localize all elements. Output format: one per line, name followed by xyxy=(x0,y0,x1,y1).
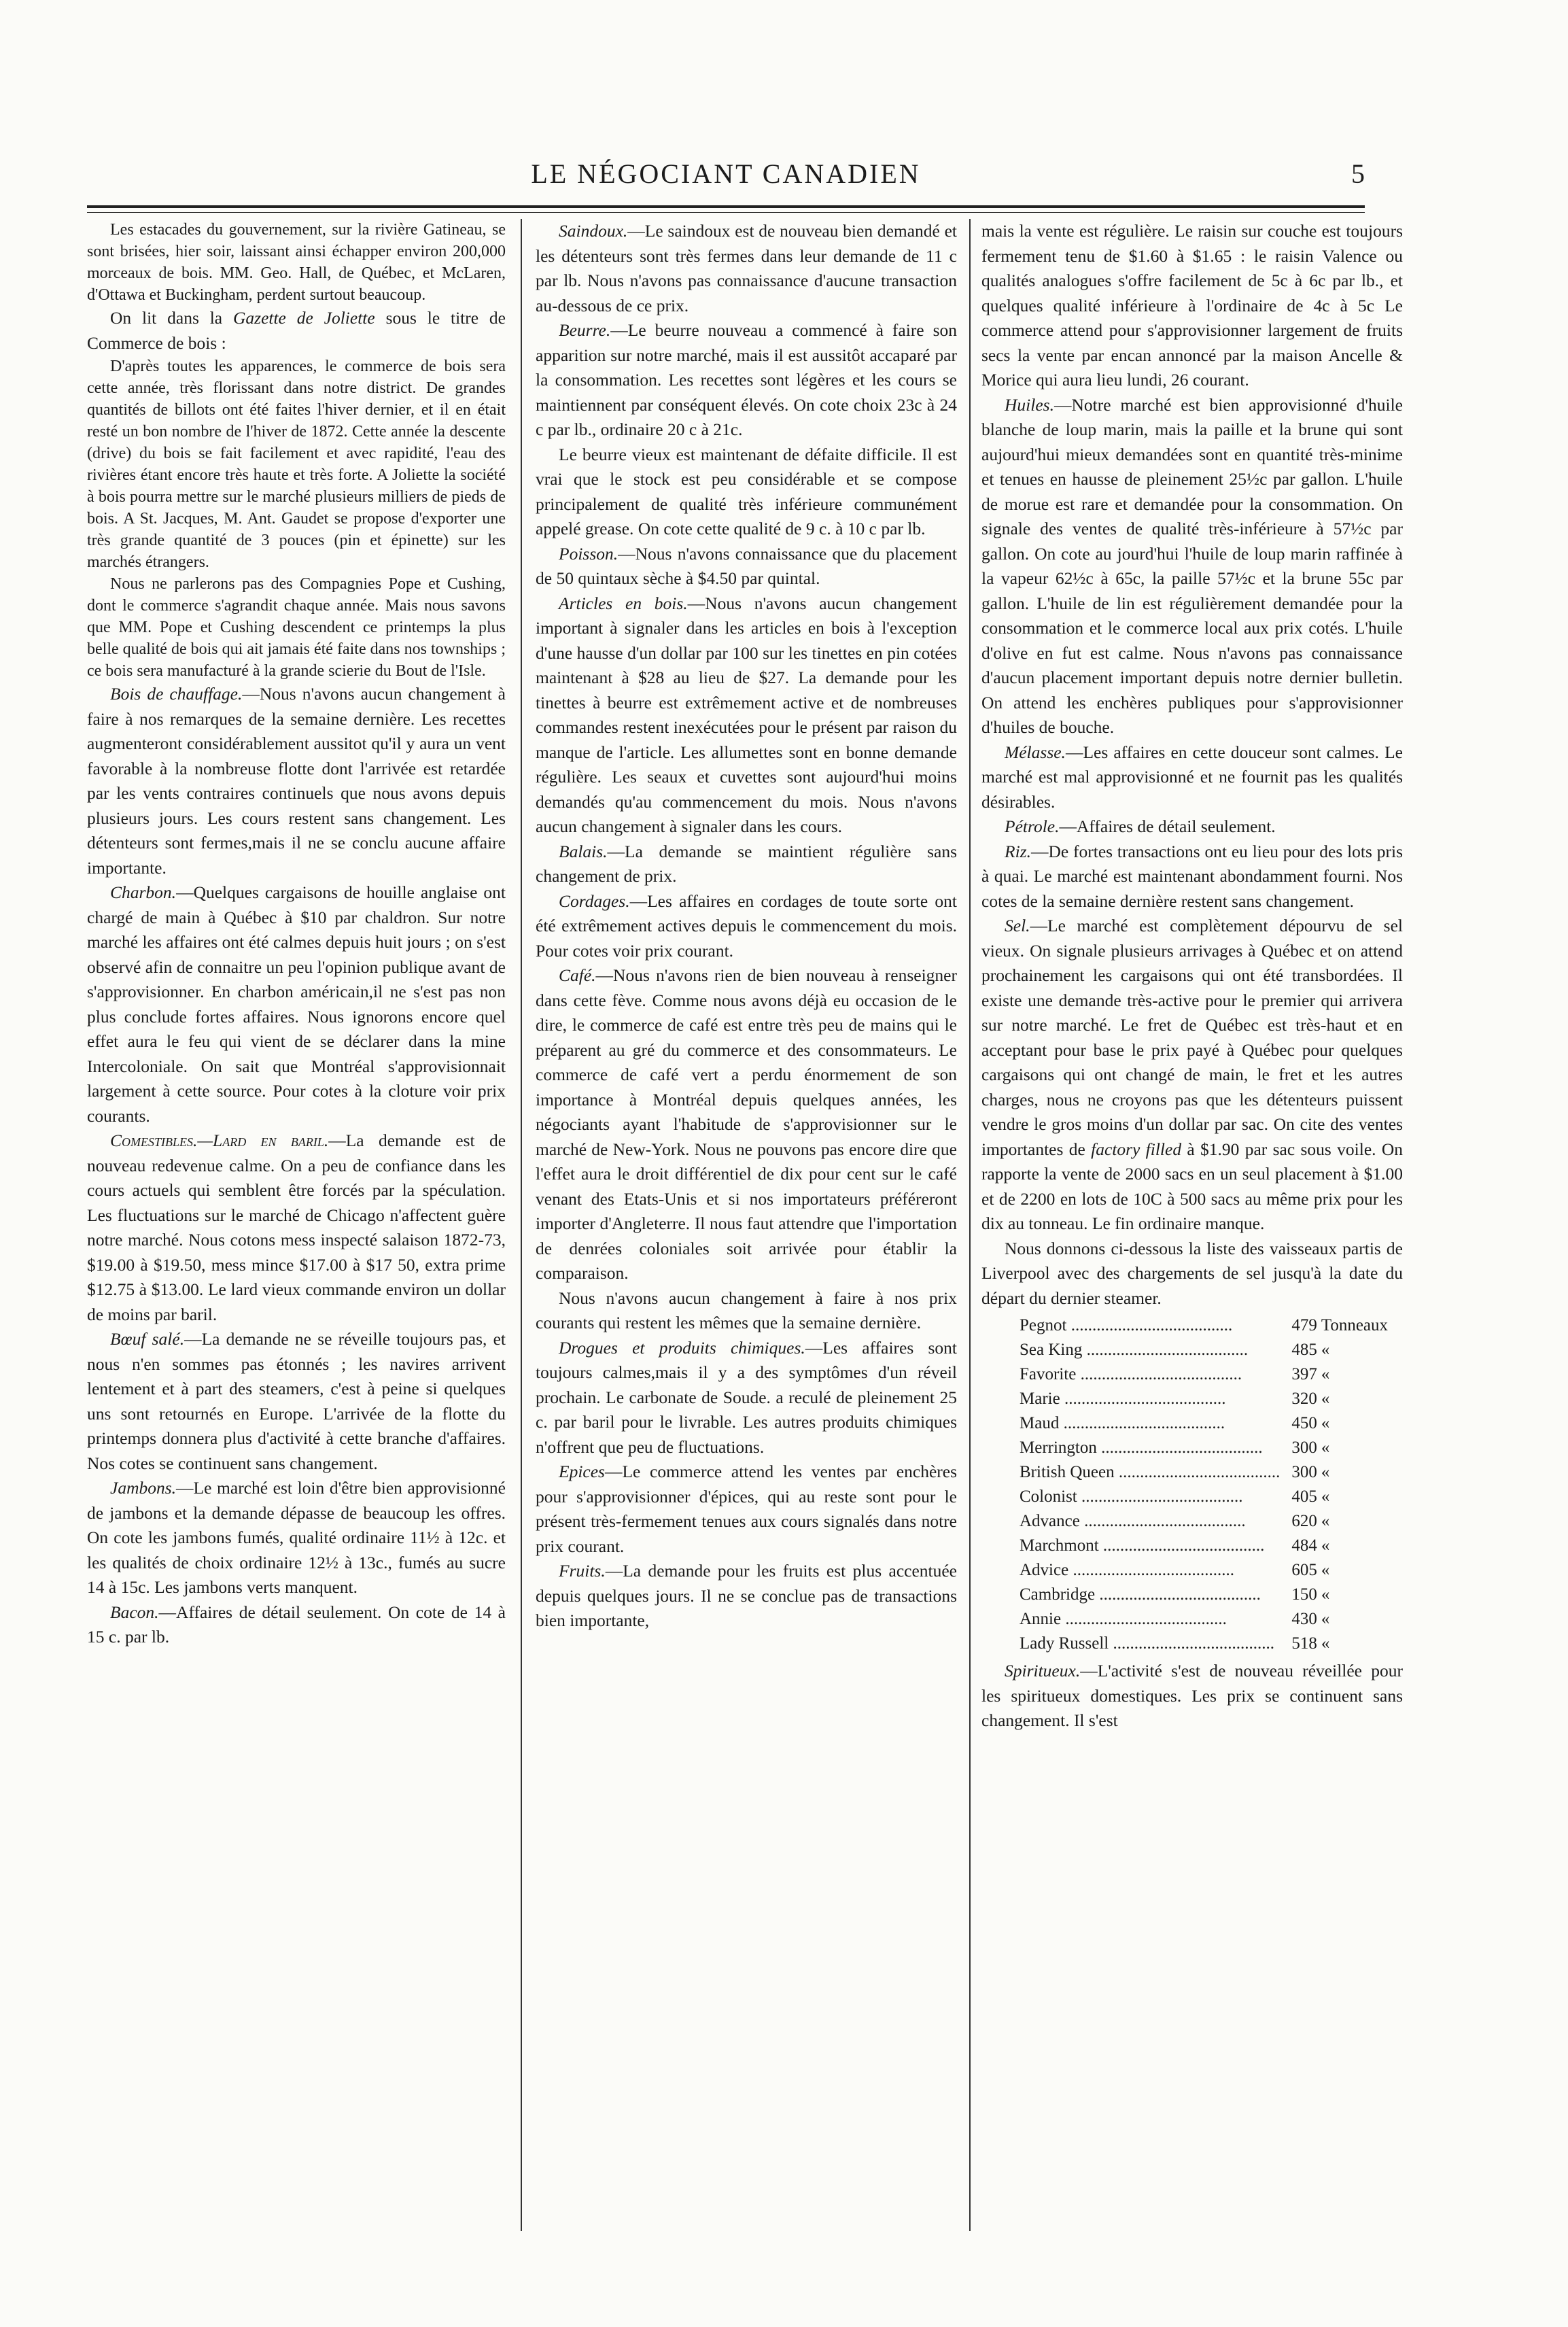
section-text: —L'activité s'est de nouveau réveillée pour les spiritueux domestiques. Les prix se continuent sans changement. Il s'est xyxy=(981,1661,1403,1730)
section-text: —Nous n'avons aucun changement à faire à nos remarques de la semaine dernière. Les recettes augmenteront considérablement aussitot qu'il y aura un vent favorable à la nombreuse flotte dont l'arrivée est retardée par les vents contraires continuels que nous avons depuis plusieurs jours. Les cours restent sans changement. Les détenteurs sont fermes,mais il ne se conclu aucune affaire importante. xyxy=(87,684,506,878)
quoted-paragraph: D'après toutes les apparences, le commerce de bois sera cette année, très florissant dans notre district. De grandes quantités de billots ont été faites l'hiver dernier, et il en était resté un bon nombre de l'hiver de 1872. Cette année la descente (drive) du bois se fait facilement et avec rapidité, l'eau des rivières étant encore très haute et très forte. A Joliette la société à bois pourra mettre sur le marché plusieurs milliers de pieds de bois. A St. Jacques, M. Ant. Gaudet se propose d'exporter une très grande quantité de 3 pouces (pin et épinette) sur les marchés étrangers. xyxy=(87,358,506,571)
section-petrole xyxy=(981,814,1403,840)
section-riz xyxy=(981,840,1403,914)
table-row xyxy=(1020,1558,1403,1583)
section-text: —Nous n'avons connaissance que du placement de 50 quintaux sèche à $4.50 par quintal. xyxy=(536,543,957,588)
section-saindoux xyxy=(536,219,957,318)
section-text: —Nous n'avons rien de bien nouveau à renseigner dans cette fève. Comme nous avons déjà eu occasion de le dire, le commerce de café est entre très peu de mains qui le préparent au gré du commerce et des consommateurs. Le commerce de café vert a perdu énormement de son importance à Montréal depuis quelques années, les négociants ayant l'habitude de s'approvisionner sur le marché de New-York. Nous ne pouvons pas encore dire que l'effet aura le droit différentiel de dix pour cent sur le café venant des Etats-Unis et si nos importateurs préféreront importer d'Angleterre. Il nous faut attendre que l'importation de denrées coloniales soit arrivée pour établir la comparaison. xyxy=(536,965,957,1283)
section-title: Sel. xyxy=(1005,916,1030,935)
table-row xyxy=(1020,1607,1403,1632)
ship-quantity: 518 xyxy=(1291,1634,1317,1653)
ship-name: Cambridge ..... xyxy=(1020,1583,1284,1607)
column-1 xyxy=(87,219,506,2265)
section-title: Articles en bois. xyxy=(559,593,688,613)
ship-name: Colonist ..... xyxy=(1020,1485,1284,1509)
ship-unit: Tonneaux xyxy=(1321,1316,1389,1334)
section-title: Epices xyxy=(559,1462,605,1481)
ship-name: Advice ..... xyxy=(1020,1558,1284,1583)
ship-quantity: 300 xyxy=(1291,1463,1317,1481)
section-bois xyxy=(87,682,506,880)
ship-quantity: 485 xyxy=(1291,1341,1317,1359)
section-text: —La demande est de nouveau redevenue calme. On a peu de confiance dans les cours actuels qui semblent être forcés par la spéculation. Les fluctuations sur le marché de Chicago n'affectent guère notre marché. Nous cotons mess inspecté salaison 1872-73, $19.00 à $19.50, mess mince $17.00 à $17 50, extra prime $12.75 à $13.00. Le lard vieux commande environ un dollar de moins par baril. xyxy=(87,1131,506,1324)
section-fruits xyxy=(536,1559,957,1634)
ship-name: Maud ..... xyxy=(1020,1411,1284,1436)
column-divider xyxy=(969,219,971,2231)
ship-quantity: 320 xyxy=(1291,1390,1317,1408)
paragraph: Nous donnons ci-dessous la liste des vaisseaux partis de Liverpool avec des chargements de sel jusqu'à la date du départ du dernier steamer. xyxy=(981,1238,1403,1308)
quoted-paragraph: Nous ne parlerons pas des Compagnies Pope et Cushing, dont le commerce s'agrandit chaque année. Mais nous savons que MM. Pope et Cushing descendent ce printemps la plus belle qualité de bois qui ait jamais été faite dans nos townships ; ce bois sera manufacturé à la grande scierie du Bout de l'Isle. xyxy=(87,575,506,680)
section-title: Fruits. xyxy=(559,1561,606,1581)
table-row xyxy=(1020,1338,1403,1362)
section-bacon xyxy=(87,1600,506,1650)
table-row xyxy=(1020,1509,1403,1534)
paragraph: Le beurre vieux est maintenant de défaite difficile. Il est vrai que le stock est peu considérable et se compose principalement de qualité très inférieure communément appelé grease. On cote cette qualité de 9 c. à 10 c par lb. xyxy=(536,444,957,538)
table-row xyxy=(1020,1313,1403,1338)
section-title: Balais. xyxy=(559,841,608,861)
column-2 xyxy=(536,219,957,2265)
section-text: —Affaires de détail seulement. xyxy=(1059,816,1276,836)
section-title: Charbon. xyxy=(110,882,177,902)
section-text: —Quelques cargaisons de houille anglaise ont chargé de main à Québec à $10 par chaldron. Sur notre marché les affaires ont été calmes depuis huit jours ; on s'est observé afin de connaitre un peu l'opinion publique avant de s'approvisionner. En charbon américain,il ne s'est pas non plus conclude fortes affaires. Nous ignorons encore quel effet aura le feu qui vient de se déclarer dans la mine Intercoloniale. On sait que Montréal s'approvisionnait largement à cette source. Pour cotes à la cloture voir prix courants. xyxy=(87,882,506,1126)
section-articles xyxy=(536,591,957,840)
page-header xyxy=(87,155,1365,196)
ship-name: Marie ..... xyxy=(1020,1387,1284,1411)
ship-name: Marchmont ..... xyxy=(1020,1534,1284,1558)
paragraph: Nous n'avons aucun changement à faire à nos prix courants qui restent les mêmes que la semaine dernière. xyxy=(536,1288,957,1332)
ship-unit: « xyxy=(1321,1463,1330,1481)
section-title: Jambons. xyxy=(110,1478,177,1498)
paragraph: mais la vente est régulière. Le raisin sur couche est toujours fermement tenu de $1.60 à $1.65 : le raisin Valence ou qualités analogues s'offre facilement de 5c à 6c par lb., et quelques qualité inférieure à l'ordinaire de 4c à 5c Le commerce attend pour s'approvisionner largement de fruits secs la vente par encan annoncé par la maison Ancelle & Morice qui aura lieu lundi, 26 courant. xyxy=(981,221,1403,390)
table-row xyxy=(1020,1411,1403,1436)
ship-unit: « xyxy=(1321,1585,1330,1604)
factory-filled: factory filled xyxy=(1091,1139,1182,1159)
ship-name: Advance ..... xyxy=(1020,1509,1284,1534)
section-jambons xyxy=(87,1476,506,1600)
ship-quantity: 605 xyxy=(1291,1561,1317,1579)
ship-quantity: 430 xyxy=(1291,1610,1317,1628)
section-text: —Le saindoux est de nouveau bien demandé et les détenteurs sont très fermes dans leur demande de 11 c par lb. Nous n'avons pas connaissance d'aucune transaction au-dessous de ce prix. xyxy=(536,221,957,315)
section-title: Saindoux. xyxy=(559,221,628,241)
table-row xyxy=(1020,1460,1403,1485)
ship-unit: « xyxy=(1321,1561,1330,1579)
ship-unit: « xyxy=(1321,1487,1330,1506)
section-drogues xyxy=(536,1336,957,1460)
section-title: Bois de chauffage. xyxy=(110,684,243,704)
section-text: —Le beurre nouveau a commencé à faire son apparition sur notre marché, mais il est aussitôt accaparé par la consommation. Les recettes sont légères et les cours se maintiennent par conséquent élevés. On cote choix 23c à 24 c par lb., ordinaire 20 c à 21c. xyxy=(536,320,957,439)
ship-unit: « xyxy=(1321,1390,1330,1408)
ship-name: Merrington ..... xyxy=(1020,1436,1284,1460)
header-rule xyxy=(87,205,1365,208)
section-title: Huiles. xyxy=(1005,394,1054,415)
section-sel xyxy=(981,914,1403,1237)
paragraph: Les estacades du gouvernement, sur la rivière Gatineau, se sont brisées, hier soir, laissant ainsi échapper environ 200,000 morceaux de bois. MM. Geo. Hall, de Québec, et McLaren, d'Ottawa et Buckingham, perdent surtout beaucoup. xyxy=(87,221,506,304)
section-balais xyxy=(536,840,957,889)
section-lard xyxy=(87,1128,506,1327)
section-title: Spiritueux. xyxy=(1005,1661,1081,1680)
ship-name: Sea King ..... xyxy=(1020,1338,1284,1362)
section-cordages xyxy=(536,889,957,964)
ship-quantity: 405 xyxy=(1291,1487,1317,1506)
table-row xyxy=(1020,1534,1403,1558)
section-boeuf xyxy=(87,1327,506,1476)
section-text: —La demande ne se réveille toujours pas, et nous n'en sommes pas étonnés ; les navires arrivent lentement et à part des steamers, c'est à peine si quelques uns sont retournés en Europe. L'arrivée de la flotte du printemps donnera plus d'activité à cette branche d'affaires. Nos cotes se continuent sans changement. xyxy=(87,1329,506,1473)
ship-unit: « xyxy=(1321,1414,1330,1432)
section-text: —Affaires de détail seulement. On cote de 14 à 15 c. par lb. xyxy=(87,1602,506,1647)
section-text: —Le marché est loin d'être bien approvisionné de jambons et la demande dépasse de beaucoup les offres. On cote les jambons fumés, qualité ordinaire 11½ à 12c. et les qualités de choix ordinaire 12½ à 13c., fumés au sucre 14 à 15c. Les jambons verts manquent. xyxy=(87,1478,506,1597)
ship-quantity: 397 xyxy=(1291,1365,1317,1383)
section-text: —Les affaires en cette douceur sont calmes. Le marché est mal approvisionné et ne fournit pas les qualités désirables. xyxy=(981,742,1403,812)
section-text: —La demande pour les fruits est plus accentuée depuis quelques jours. Il ne se conclue pas de transactions bien importante, xyxy=(536,1561,957,1630)
section-text: —De fortes transactions ont eu lieu pour des lots pris à quai. Le marché est maintenant abondamment fourni. Nos cotes de la semaine dernière restent sans changement. xyxy=(981,841,1403,911)
ship-quantity: 300 xyxy=(1291,1438,1317,1457)
ship-quantity: 150 xyxy=(1291,1585,1317,1604)
section-title: Poisson. xyxy=(559,543,619,564)
source-title: Gazette de Joliette xyxy=(232,308,375,328)
section-melasse xyxy=(981,740,1403,815)
ship-name: Annie ..... xyxy=(1020,1607,1284,1632)
section-spiritueux xyxy=(981,1659,1403,1734)
table-row xyxy=(1020,1485,1403,1509)
table-row xyxy=(1020,1436,1403,1460)
section-huiles xyxy=(981,393,1403,740)
section-title: Bacon. xyxy=(110,1602,159,1622)
section-text: —Nous n'avons aucun changement important à signaler dans les articles en bois à l'exception d'une hausse d'un dollar par 100 sur les tinettes en pin cotées maintenant à $28 au lieu de $27. La demande pour les tinettes à beurre est extrêmement active et de nombreuses commandes restent inexécutées pour le présent par raison du manque de l'article. Les allumettes sont en bonne demande régulière. Les seaux et cuvettes sont aujourd'hui moins demandés qu'au commencement du mois. Nous n'avons aucun changement à signaler dans les cours. xyxy=(536,593,957,836)
table-row xyxy=(1020,1362,1403,1387)
table-row xyxy=(1020,1632,1403,1656)
section-text: —Le commerce attend les ventes par enchères pour s'approvisionner d'épices, qui au reste sont pour le présent très-fermement tenues aux cours signalés dans notre prix courant. xyxy=(536,1462,957,1556)
ship-name: British Queen ..... xyxy=(1020,1460,1284,1485)
ship-unit: « xyxy=(1321,1610,1330,1628)
ship-unit: « xyxy=(1321,1365,1330,1383)
ship-quantity: 484 xyxy=(1291,1536,1317,1555)
section-beurre xyxy=(536,318,957,443)
section-title: Mélasse. xyxy=(1005,742,1066,762)
page-number: 5 xyxy=(1351,158,1365,189)
section-charbon xyxy=(87,880,506,1128)
section-text: —Les affaires sont toujours calmes,mais il y a des symptômes d'un réveil prochain. Le carbonate de Soude. a reculé de pleinement 25 c. par baril pour le livrable. Les autres produits chimiques n'offrent que peu de fluctuations. xyxy=(536,1337,957,1457)
ship-unit: « xyxy=(1321,1341,1330,1359)
column-3 xyxy=(981,219,1403,2265)
section-title: Cordages. xyxy=(559,891,630,911)
section-text: à $1.90 par sac sous voile. On rapporte la vente de 2000 sacs en un seul placement à $1.00 et de 2200 en lots de 10C à 500 sacs au même prix pour les dix au tonneau. Le fin ordinaire manque. xyxy=(981,1139,1403,1233)
column-divider xyxy=(521,219,522,2231)
ship-quantity: 620 xyxy=(1291,1512,1317,1530)
section-title: Bœuf salé. xyxy=(110,1329,185,1349)
section-title: Café. xyxy=(559,965,596,985)
section-epices xyxy=(536,1460,957,1559)
text: sous le titre de Commerce de bois : xyxy=(87,308,506,353)
page-title: LE NÉGOCIANT CANADIEN xyxy=(531,158,921,189)
section-text: —La demande se maintient régulière sans changement de prix. xyxy=(536,841,957,886)
table-row xyxy=(1020,1387,1403,1411)
section-cafe xyxy=(536,963,957,1286)
ship-unit: « xyxy=(1321,1512,1330,1530)
section-title: Riz. xyxy=(1005,841,1031,861)
header-rule-thin xyxy=(87,212,1365,213)
ship-name: Favorite ..... xyxy=(1020,1362,1284,1387)
section-text: —Les affaires en cordages de toute sorte ont été extrêmement actives depuis le commencement du mois. Pour cotes voir prix courant. xyxy=(536,891,957,961)
ship-unit: « xyxy=(1321,1536,1330,1555)
section-title: Beurre. xyxy=(559,320,611,340)
text: On lit dans la xyxy=(110,308,223,328)
ship-quantity: 479 xyxy=(1291,1316,1317,1334)
section-text: —Notre marché est bien approvisionné d'huile blanche de loup marin, mais la paille et la brune qui sont aujourd'hui mieux demandées sont en quantité très-minime et tenues en hausse de pleinement 25½c par gallon. L'huile de morue est rare et demandée pour la consommation. On signale des ventes de qualité très-inférieure à 57½c par gallon. On cote au jourd'hui l'huile de loup marin raffinée à la vapeur 62½c à 65c, la paille 57½c et la brune 55c par gallon. L'huile de lin est régulièrement demandée pour la consommation et le commerce local aux prix cotés. L'huile d'olive en fut est calme. Nous n'avons pas connaissance d'aucun placement important depuis notre dernier bulletin. On attend les enchères publiques pour s'approvisionner d'huiles de bouche. xyxy=(981,394,1403,737)
ship-unit: « xyxy=(1321,1634,1330,1653)
ship-name: Pegnot ..... xyxy=(1020,1313,1284,1338)
paragraph xyxy=(87,306,506,356)
section-title: Comestibles.—Lard en baril. xyxy=(110,1131,329,1150)
ship-unit: « xyxy=(1321,1438,1330,1457)
section-poisson xyxy=(536,542,957,591)
section-title: Drogues et produits chimiques. xyxy=(559,1337,805,1358)
ship-name: Lady Russell ..... xyxy=(1020,1632,1284,1656)
section-title: Pétrole. xyxy=(1005,816,1060,836)
table-row xyxy=(1020,1583,1403,1607)
ship-quantity: 450 xyxy=(1291,1414,1317,1432)
ships-table xyxy=(1020,1313,1403,1656)
section-text: —Le marché est complètement dépourvu de sel vieux. On signale plusieurs arrivages à Québec et on attend prochainement les cargaisons qui ont été transbordées. Il existe une demande très-active pour le premier qui arrivera sur notre marché. Le fret de Québec est très-haut et en acceptant pour base le prix payé à Québec pour quelques cargaisons qui ont changé de main, le fret et les autres charges, nous ne croyons pas que les détenteurs puissent vendre le gros moins d'un dollar par sac. On cite des ventes importantes de xyxy=(981,916,1403,1159)
